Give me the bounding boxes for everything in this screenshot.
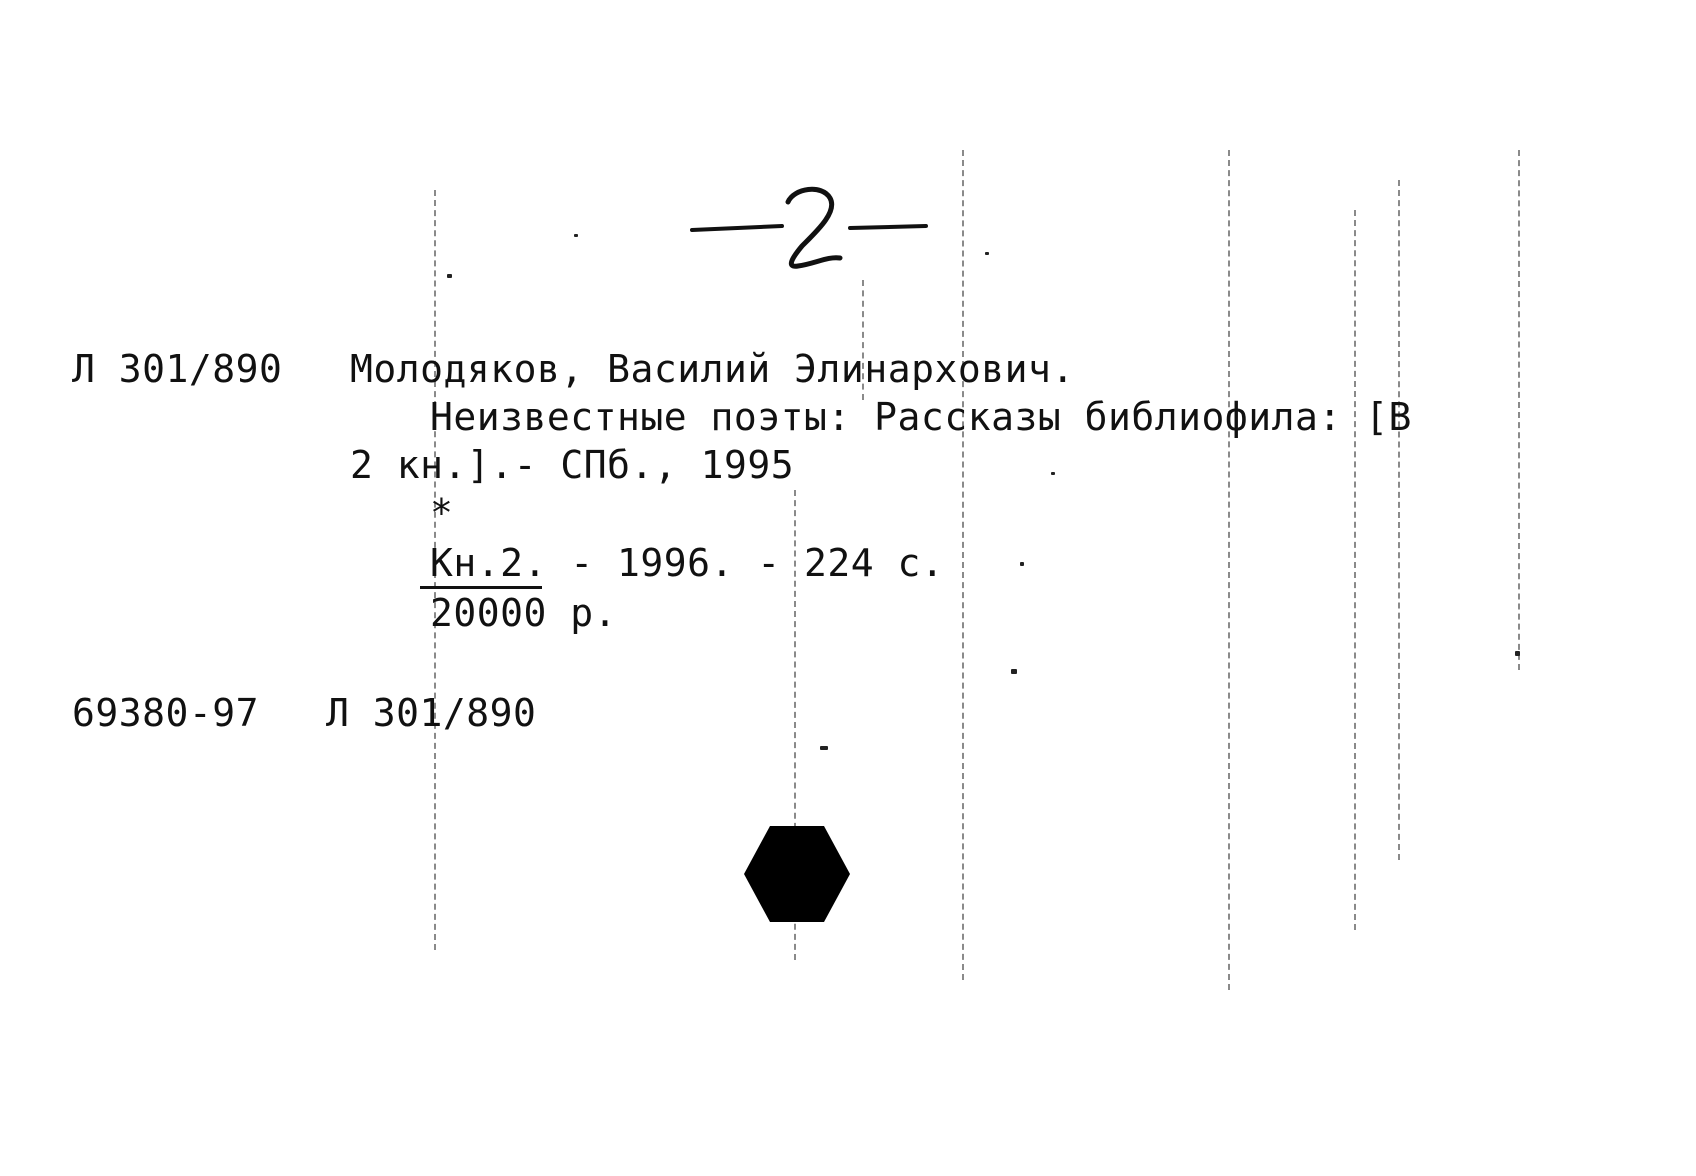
title-line-2: 2 кн.].- СПб., 1995: [350, 443, 795, 487]
shelfmark: Л 301/890: [72, 347, 283, 391]
guide-line: [1354, 210, 1358, 930]
volume-underline: [420, 586, 542, 589]
volume-info: Кн.2. - 1996. - 224 с.: [430, 541, 945, 585]
author-heading: Молодяков, Василий Элинархович.: [350, 347, 1075, 391]
ink-speck: [447, 274, 452, 278]
ink-speck: [985, 252, 989, 255]
accession-number: 69380-97: [72, 691, 260, 735]
guide-line: [1228, 150, 1232, 990]
ink-speck: [1051, 472, 1055, 475]
guide-line: [1518, 150, 1522, 670]
asterisk: *: [430, 491, 454, 535]
ink-speck: [820, 746, 828, 750]
ink-speck: [1020, 562, 1024, 566]
guide-line: [962, 150, 966, 980]
title-line-1: Неизвестные поэты: Рассказы библиофила: [В: [430, 395, 1412, 439]
guide-line: [1398, 180, 1402, 860]
price: 20000 р.: [430, 591, 618, 635]
ink-speck: [1515, 651, 1520, 656]
ink-speck: [574, 234, 578, 237]
ink-speck: [1011, 669, 1017, 674]
punch-hole: [742, 824, 852, 924]
shelfmark-bottom: Л 301/890: [326, 691, 537, 735]
card-sequence-number: [690, 178, 940, 278]
